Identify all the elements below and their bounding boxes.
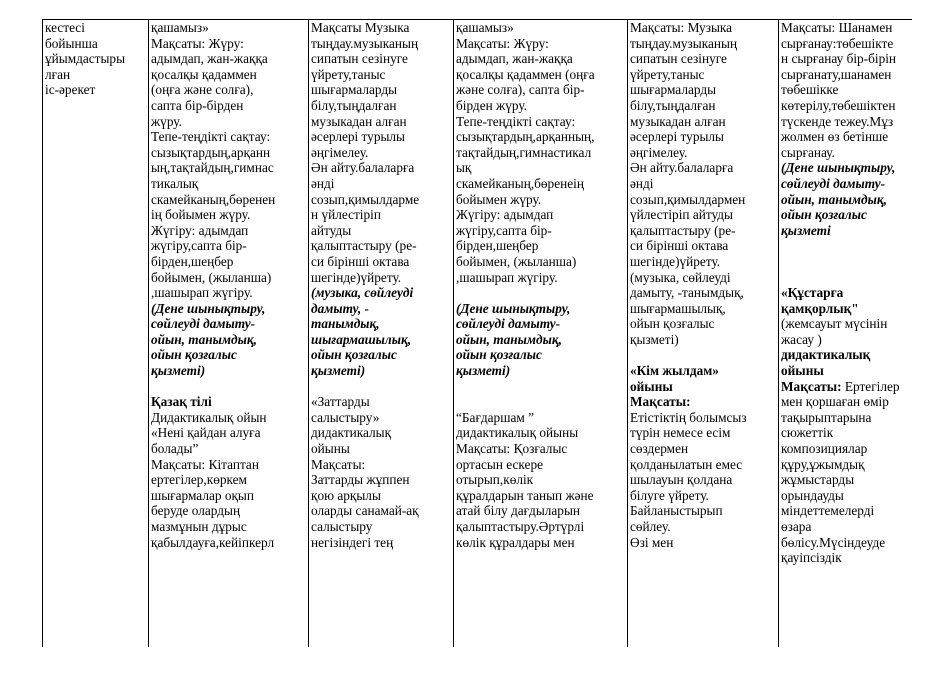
text-line: бойымен, (жыланша) bbox=[456, 253, 577, 269]
text-line: беруде олардың bbox=[151, 503, 241, 519]
table-cell-col5 bbox=[628, 20, 779, 648]
text-line: Мақсаты: bbox=[311, 456, 366, 472]
game-title-line: ойыны bbox=[630, 378, 673, 394]
text-line: «Заттарды bbox=[311, 394, 370, 410]
text-line: жұмыстарды bbox=[781, 472, 855, 488]
text-line: Байланыстырып bbox=[630, 503, 723, 519]
text-line: шығармашылық, bbox=[630, 300, 726, 316]
table-row bbox=[43, 20, 913, 648]
text-line: си бірінші октава bbox=[630, 238, 729, 254]
text-line: оларды санамай-ақ bbox=[311, 503, 419, 519]
text-line: сырғанау:төбешікте bbox=[781, 35, 894, 51]
text-line: сызықтардың,арқанн bbox=[151, 144, 271, 160]
text-line: бөлісу.Мүсіндеуде bbox=[781, 534, 886, 550]
text-line: қосалқы қадаммен (оңға bbox=[456, 66, 595, 82]
text-line: көтерілу,төбешіктен bbox=[781, 97, 896, 113]
text-line: әсерлері турылы bbox=[630, 129, 724, 145]
text-line: қолданылатын емес bbox=[630, 456, 743, 472]
text-line: шығармаларды bbox=[630, 82, 717, 98]
activity-type-line: қызметі) bbox=[311, 363, 366, 379]
text-line: орындауды bbox=[781, 487, 844, 503]
text-line: салыстыру bbox=[311, 519, 373, 534]
activity-type-line: қызметі) bbox=[151, 363, 206, 379]
text-line: төбешікке bbox=[781, 82, 839, 98]
text-line: әңгімелеу. bbox=[630, 144, 688, 160]
text-line: дамыту, -танымдық, bbox=[630, 285, 744, 301]
text-line: қабылдауға,кейіпкерл bbox=[151, 534, 275, 550]
text-line: Мақсаты Музыка bbox=[311, 20, 410, 35]
text-line: өзара bbox=[781, 519, 812, 534]
text-line: жүгіру,сапта бір- bbox=[151, 238, 247, 254]
text-line: әнді bbox=[311, 175, 335, 191]
text-line: дидактикалық bbox=[311, 425, 392, 441]
text-line: шығармалар оқып bbox=[151, 487, 254, 503]
goal-line bbox=[781, 379, 909, 395]
blank-line bbox=[151, 379, 305, 395]
activity-type-line: ойын, танымдық, bbox=[781, 191, 887, 207]
text-line: созып,қимылдарме bbox=[311, 191, 420, 207]
section-title: Қазақ тілі bbox=[151, 394, 212, 410]
text-line: (оңға және солға), bbox=[151, 82, 254, 98]
text-line: Дидактикалық ойын bbox=[151, 409, 267, 425]
text-line: қою арқылы bbox=[311, 487, 381, 503]
activity-type-line: (Дене шынықтыру, bbox=[151, 300, 266, 316]
text-line: “Бағдаршам ” bbox=[456, 409, 534, 425]
text-line: лған bbox=[45, 66, 71, 82]
text-line: сырғанау. bbox=[781, 144, 835, 160]
text-line: және солға), сапта бір- bbox=[456, 82, 585, 98]
text-line: композициялар bbox=[781, 441, 868, 457]
text-line: ,шашырап жүгіру. bbox=[151, 285, 253, 301]
text-line: негізіндегі тең bbox=[311, 534, 394, 550]
text-line: міндеттемелерді bbox=[781, 503, 875, 519]
activity-type-line: қызметі bbox=[781, 222, 831, 238]
text-line: скамейканың,бөренеің bbox=[456, 175, 584, 191]
text-line: құру,ұжымдық bbox=[781, 456, 865, 472]
text-line: сапта бір-бірден bbox=[151, 97, 244, 113]
text-line: жасау ) bbox=[781, 331, 822, 347]
text-line: жолмен өз бетінше bbox=[781, 129, 889, 145]
text-line: Мақсаты: Музыка bbox=[630, 20, 733, 35]
text-line: музыкадан алған bbox=[630, 113, 726, 129]
text-line: Мақсаты: Кітаптан bbox=[151, 456, 259, 472]
text-line: ық bbox=[456, 160, 472, 176]
activity-type-line: дамыту, - bbox=[311, 300, 369, 316]
activity-type-line: ойын қозғалыс bbox=[151, 347, 237, 363]
text-line: Ән айту.балаларға bbox=[630, 160, 734, 176]
text-line: сызықтардың,арқанның, bbox=[456, 129, 595, 145]
text-line: мазмұнын дұрыс bbox=[151, 519, 247, 534]
blank-line bbox=[311, 379, 450, 395]
text-line: Мақсаты: Жүру: bbox=[456, 35, 549, 51]
text-line: қауіпсіздік bbox=[781, 550, 842, 566]
text-line: ойын қозғалыс bbox=[630, 316, 715, 332]
text-line: сөйлеу. bbox=[630, 519, 671, 534]
text-line: Мақсаты: Жүру: bbox=[151, 35, 244, 51]
text-line: бойымен жүру. bbox=[456, 191, 542, 207]
text-line: үйрету,таныс bbox=[311, 66, 386, 82]
text-line: болады” bbox=[151, 441, 199, 457]
text-line: бірден,шеңбер bbox=[151, 253, 234, 269]
activity-type-line: (Дене шынықтыру, bbox=[781, 160, 896, 176]
text-line: жүру. bbox=[151, 113, 182, 129]
text-line: түрін немесе есім bbox=[630, 425, 731, 441]
text-line: көлік құралдары мен bbox=[456, 534, 575, 550]
text-line: салыстыру» bbox=[311, 409, 380, 425]
text-line: қалыптастыру (ре- bbox=[630, 222, 736, 238]
text-line: қосалқы қадаммен bbox=[151, 66, 257, 82]
text-line: қашамыз» bbox=[456, 20, 514, 35]
text-line: мен қоршаған өмір bbox=[781, 394, 889, 410]
blank-line bbox=[781, 238, 909, 254]
activity-type-line: қызметі) bbox=[456, 363, 511, 379]
game-title-line: ойыны bbox=[781, 363, 824, 379]
text-line: сырғанату,шанамен bbox=[781, 66, 892, 82]
text-line: сөздермен bbox=[630, 441, 689, 457]
activity-type-line: ойын қозғалыс bbox=[781, 207, 867, 223]
text-line: Жүгіру: адымдап bbox=[456, 207, 554, 223]
text-line: түскенде тежеу.Мұз bbox=[781, 113, 894, 129]
text-line: үйлестіріп айтуды bbox=[630, 207, 733, 223]
text-line: қалыптастыру (ре- bbox=[311, 238, 417, 254]
text-line: ің бойымен жүру. bbox=[151, 207, 251, 223]
text-line: бойымен, (жыланша) bbox=[151, 269, 272, 285]
text-line: Тепе-теңдікті сақтау: bbox=[151, 129, 271, 145]
text-line: айтуды bbox=[311, 222, 352, 238]
text-line: отырып,көлік bbox=[456, 472, 534, 488]
activity-type-line: танымдық, bbox=[311, 316, 380, 332]
text-line: дидактикалық ойыны bbox=[456, 425, 579, 441]
text-line: ортасын ескере bbox=[456, 456, 543, 472]
activity-type-line: ойын қозғалыс bbox=[311, 347, 397, 363]
text-line: ың,тақтайдың,гимнас bbox=[151, 160, 274, 176]
activity-type-line: (музыка, сөйлеуді bbox=[311, 285, 414, 301]
text-line: музыкадан алған bbox=[311, 113, 407, 129]
goal-text: Ертегілер bbox=[841, 378, 900, 394]
text-line: шегінде)үйрету. bbox=[630, 253, 721, 269]
text-line: тақтайдың,гимнастикал bbox=[456, 144, 592, 160]
text-line: Етістіктің болымсыз bbox=[630, 409, 747, 425]
text-line: ,шашырап жүгіру. bbox=[456, 269, 558, 285]
text-line: сюжеттік bbox=[781, 425, 834, 441]
text-line: қалыптастыру.Әртүрлі bbox=[456, 519, 585, 534]
blank-line bbox=[781, 270, 909, 286]
game-title-line: дидактикалық bbox=[781, 347, 871, 363]
text-line: білу,тыңдалған bbox=[630, 97, 716, 113]
activity-type-line: (Дене шынықтыру, bbox=[456, 300, 571, 316]
game-title-line: «Кім жылдам» bbox=[630, 363, 719, 379]
table-cell-col1 bbox=[43, 20, 149, 648]
text-line: ертегілер,көркем bbox=[151, 472, 247, 488]
text-line: Мақсаты: Қозғалыс bbox=[456, 441, 568, 457]
text-line: әнді bbox=[630, 175, 654, 191]
blank-line bbox=[456, 285, 624, 301]
text-line: шылауын қолдана bbox=[630, 472, 733, 488]
activity-type-line: сөйлеуді дамыту- bbox=[456, 316, 561, 332]
text-line: Ән айту.балаларға bbox=[311, 160, 415, 176]
table-cell-col6 bbox=[779, 20, 913, 648]
document-page bbox=[42, 19, 912, 647]
activity-type-line: ойын қозғалыс bbox=[456, 347, 542, 363]
text-line: си бірінші октава bbox=[311, 253, 410, 269]
text-line: бірден жүру. bbox=[456, 97, 527, 113]
text-line: әңгімелеу. bbox=[311, 144, 369, 160]
text-line: бірден,шеңбер bbox=[456, 238, 539, 254]
text-line: созып,қимылдармен bbox=[630, 191, 746, 207]
text-line: ойыны bbox=[311, 441, 350, 457]
text-line: (жемсауыт мүсінін bbox=[781, 316, 888, 332]
activity-type-line: ойын, танымдық, bbox=[456, 331, 562, 347]
text-line: әсерлері турылы bbox=[311, 129, 405, 145]
lesson-plan-table bbox=[42, 19, 912, 647]
activity-type-line: ойын, танымдық, bbox=[151, 331, 257, 347]
text-line: н сырғанау бір-бірін bbox=[781, 51, 897, 67]
text-line: адымдап, жан-жаққа bbox=[456, 51, 573, 67]
text-line: «Нені қайдан алуға bbox=[151, 425, 261, 441]
blank-line bbox=[456, 379, 624, 395]
text-line: сипатын сезінуге bbox=[311, 51, 408, 67]
activity-type-line: сөйлеуді дамыту- bbox=[781, 175, 886, 191]
text-line: сипатын сезінуге bbox=[630, 51, 727, 67]
text-line: жүгіру,сапта бір- bbox=[456, 222, 552, 238]
goal-label: Мақсаты: bbox=[781, 378, 842, 394]
text-line: іс-әрекет bbox=[45, 82, 96, 98]
text-line: ұйымдастыры bbox=[45, 51, 126, 67]
text-line: шегінде)үйрету. bbox=[311, 269, 402, 285]
table-cell-col3 bbox=[309, 20, 454, 648]
blank-line bbox=[781, 254, 909, 270]
text-line: Тепе-теңдікті сақтау: bbox=[456, 113, 576, 129]
text-line: үйрету,таныс bbox=[630, 66, 705, 82]
text-line: тикалық bbox=[151, 175, 199, 191]
text-line: қашамыз» bbox=[151, 20, 209, 35]
text-line: білу,тыңдалған bbox=[311, 97, 397, 113]
text-line: Жүгіру: адымдап bbox=[151, 222, 249, 238]
text-line: білуге үйрету. bbox=[630, 487, 709, 503]
blank-line bbox=[630, 347, 775, 363]
game-title-line: қамқорлық" bbox=[781, 300, 859, 316]
text-line: шығармаларды bbox=[311, 82, 398, 98]
text-line: атай білу дағдыларын bbox=[456, 503, 580, 519]
game-title-line: «Құстарға bbox=[781, 285, 844, 301]
text-line: н үйлестіріп bbox=[311, 207, 381, 223]
text-line: қызметі) bbox=[630, 331, 679, 347]
text-line: Заттарды жұппен bbox=[311, 472, 410, 488]
text-line: Мақсаты: Шанамен bbox=[781, 20, 893, 35]
text-line: скамейканың,бөренен bbox=[151, 191, 276, 207]
text-line: бойынша bbox=[45, 35, 98, 51]
text-line: тыңдау.музыканың bbox=[630, 35, 738, 51]
text-line: Өзі мен bbox=[630, 534, 674, 550]
text-line: құралдарын танып және bbox=[456, 487, 594, 503]
table-cell-col2 bbox=[149, 20, 309, 648]
game-title-line: Мақсаты: bbox=[630, 394, 691, 410]
text-line: (музыка, сөйлеуді bbox=[630, 269, 731, 285]
blank-line bbox=[456, 394, 624, 410]
text-line: кестесі bbox=[45, 20, 85, 35]
text-line: адымдап, жан-жаққа bbox=[151, 51, 268, 67]
activity-type-line: сөйлеуді дамыту- bbox=[151, 316, 256, 332]
text-line: тыңдау.музыканың bbox=[311, 35, 419, 51]
activity-type-line: шығармашылық, bbox=[311, 331, 412, 347]
text-line: тақырыптарына bbox=[781, 409, 872, 425]
table-cell-col4 bbox=[454, 20, 628, 648]
